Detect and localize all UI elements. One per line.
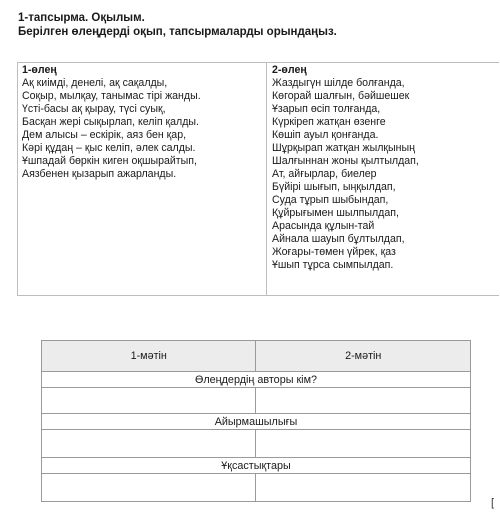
section-label-authors: Өлеңдердің авторы кім? (42, 372, 471, 388)
column-header-text-2: 2-мәтін (256, 341, 471, 372)
task-heading: 1-тапсырма. Оқылым. (18, 12, 145, 24)
table-header-row (42, 341, 471, 372)
section-label-differences: Айырмашылығы (42, 414, 471, 430)
poem-1 (18, 63, 267, 295)
poem-title: 1-өлең (22, 64, 57, 76)
poem-line: Дем алысы – ескірік, аяз бен қар, (22, 129, 187, 141)
section-row (42, 458, 471, 474)
answer-cell-text-1[interactable] (42, 388, 256, 414)
comparison-table (41, 340, 471, 502)
poem-line: Шұрқырап жатқан жылқының (272, 142, 415, 154)
poem-line: Үсті-басы ақ қырау, түсі суық, (22, 103, 166, 115)
section-row (42, 372, 471, 388)
answer-row (42, 430, 471, 458)
poem-line: Ат, айғырлар, биелер (272, 168, 377, 180)
answer-cell-text-2[interactable] (256, 474, 471, 502)
poem-line: Кәрі құдаң – қыс келіп, әлек салды. (22, 142, 196, 154)
answer-cell-text-1[interactable] (42, 474, 256, 502)
edge-glyph: [ (491, 497, 495, 509)
section-label-similarities: Ұқсастықтары (42, 458, 471, 474)
poem-title: 2-өлең (272, 64, 307, 76)
poem-line: Ақ киімді, денелі, ақ сақалды, (22, 77, 168, 89)
answer-row (42, 474, 471, 502)
answer-row (42, 388, 471, 414)
answer-cell-text-2[interactable] (256, 388, 471, 414)
poem-line: Күркіреп жатқан өзенге (272, 116, 386, 128)
poem-line: Арасында құлын-тай (272, 220, 375, 232)
answer-cell-text-1[interactable] (42, 430, 256, 458)
poem-line: Шалғыннан жоны қылтылдап, (272, 155, 419, 167)
poem-line: Соқыр, мылқау, танымас тірі жанды. (22, 90, 201, 102)
poem-line: Құйрығымен шылпылдап, (272, 207, 399, 219)
poem-line: Ұшып тұрса сымпылдап. (272, 259, 394, 271)
poem-line: Айнала шауып бұлтылдап, (272, 233, 405, 245)
poem-line: Бүйірі шығып, ыңқылдап, (272, 181, 396, 193)
poem-line: Аязбенен қызарып ажарланды. (22, 168, 177, 180)
task-instruction: Берілген өлеңдерді оқып, тапсырмаларды орындаңыз. (18, 26, 337, 38)
poem-line: Суда тұрып шыбындап, (272, 194, 389, 206)
answer-cell-text-2[interactable] (256, 430, 471, 458)
poem-line: Ұзарып өсіп толғанда, (272, 103, 381, 115)
column-header-text-1: 1-мәтін (42, 341, 256, 372)
poem-line: Ұшпадай бөркін киген оқшырайтып, (22, 155, 197, 167)
poem-line: Жоғары-төмен үйрек, қаз (272, 246, 396, 258)
poem-2 (267, 63, 499, 295)
poems-table (17, 62, 499, 296)
section-row (42, 414, 471, 430)
poem-line: Көшіп ауыл қонғанда. (272, 129, 379, 141)
poem-line: Жаздыгүн шілде болғанда, (272, 77, 405, 89)
poem-line: Басқан жері сықырлап, келіп қалды. (22, 116, 199, 128)
poem-line: Көгорай шалғын, бәйшешек (272, 90, 410, 102)
